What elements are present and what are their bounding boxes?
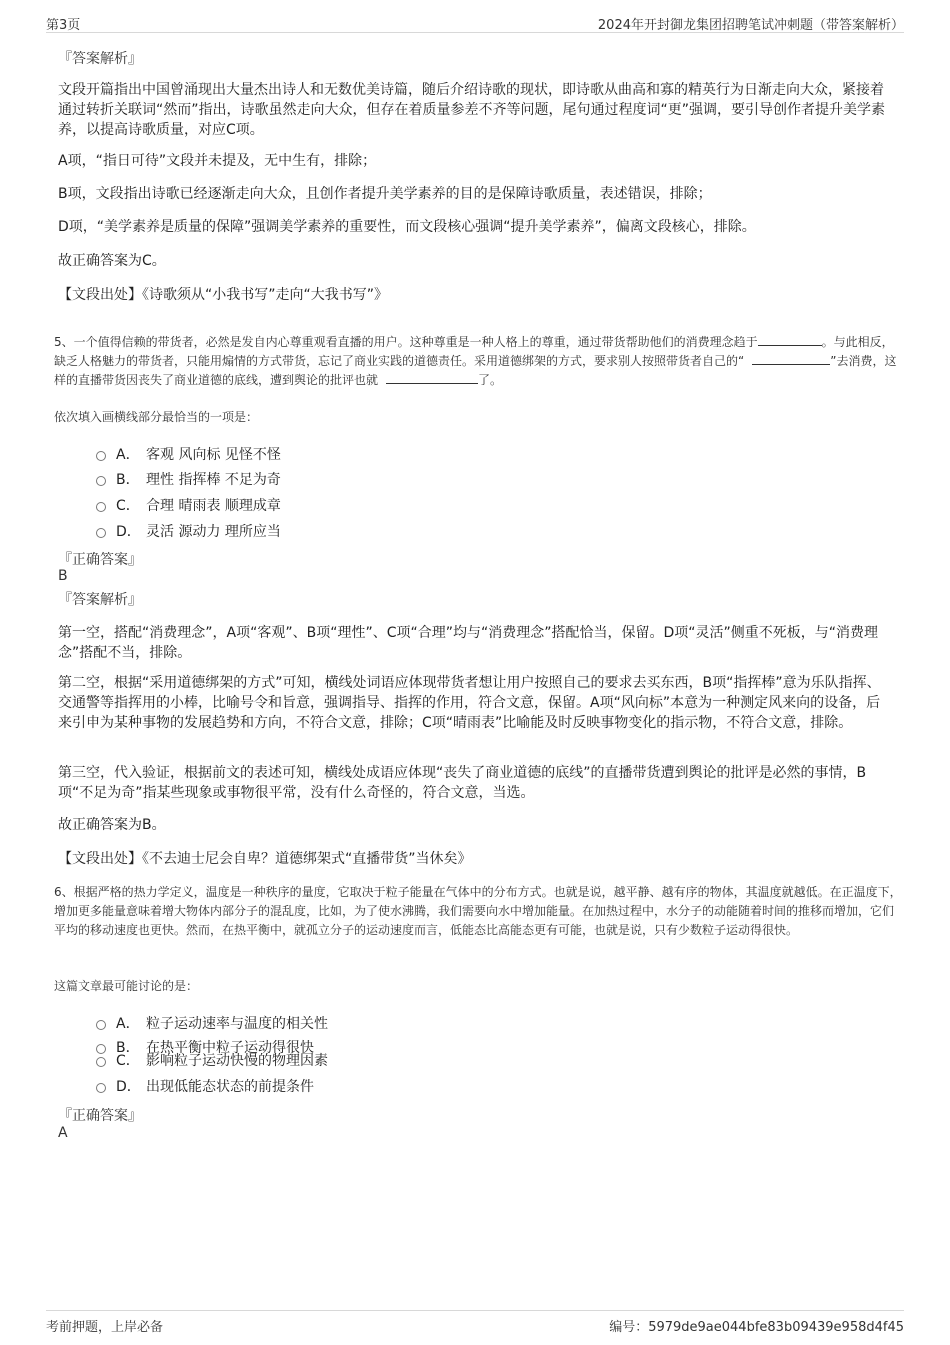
q4-analysis-option-a: A项，“指日可待”文段并未提及，无中生有，排除； xyxy=(58,153,377,169)
q6-option-d[interactable]: D． 出现低能态状态的前提条件 xyxy=(96,1076,314,1096)
q6-prompt: 这篇文章最可能讨论的是： xyxy=(54,979,199,993)
q6-option-a[interactable]: A． 粒子运动速率与温度的相关性 xyxy=(96,1013,328,1033)
q4-source: 【文段出处】《诗歌须从“小我书写”走向“大我书写”》 xyxy=(58,287,389,303)
q5-blank-1 xyxy=(758,333,822,346)
q5-analysis-label: 『答案解析』 xyxy=(58,592,142,608)
radio-icon[interactable] xyxy=(96,1020,106,1030)
q5-blank-2 xyxy=(752,352,830,365)
q5-option-b[interactable]: B． 理性 指挥棒 不足为奇 xyxy=(96,469,281,489)
q4-analysis-label: 『答案解析』 xyxy=(58,51,142,67)
radio-icon[interactable] xyxy=(96,451,106,461)
document-title: 2024年开封御龙集团招聘笔试冲刺题（带答案解析） xyxy=(597,18,904,33)
q6-answer: A xyxy=(58,1125,68,1141)
q5-stem-part4: 了。 xyxy=(478,373,503,387)
q5-analysis-para1: 第一空，搭配“消费理念”，A项“客观”、B项“理性”、C项“合理”均与“消费理念”搭配恰当，保留。D项“灵活”侧重不死板，与“消费理念”搭配不当，排除。 xyxy=(58,625,879,661)
q5-source: 【文段出处】《不去迪士尼会自卑？道德绑架式“直播带货”当休矣》 xyxy=(58,851,472,867)
q5-stem xyxy=(54,333,904,390)
q5-analysis-para2: 第二空，根据“采用道德绑架的方式”可知，横线处词语应体现带货者想让用户按照自己的要求去买东西，B项“指挥棒”意为乐队指挥、交通警等指挥用的小棒，比喻号令和旨意，强调指导、指挥的作用，符合文意，保留。A项“风向标”本意为一种测定风来向的设备，后来引申为某种事物的发展趋势和方向，不符合文意，排除；C项“晴雨表”比喻能及时反映事物变化的指示物，不符合文意，排除。 xyxy=(58,675,881,731)
q4-conclusion: 故正确答案为C。 xyxy=(58,253,166,269)
page-header xyxy=(46,10,904,33)
q4-analysis-paragraph: 文段开篇指出中国曾涌现出大量杰出诗人和无数优美诗篇，随后介绍诗歌的现状，即诗歌从曲高和寡的精英行为日渐走向大众，紧接着通过转折关联词“然而”指出，诗歌虽然走向大众，但存在着质量参差不齐等问题，尾句通过程度词“更”强调，要引导创作者提升美学素养，以提高诗歌质量，对应C项。 xyxy=(58,82,886,138)
q5-conclusion: 故正确答案为B。 xyxy=(58,817,166,833)
page-number: 第3页 xyxy=(46,18,81,33)
q4-analysis-option-d: D项，“美学素养是质量的保障”强调美学素养的重要性，而文段核心强调“提升美学素养”，偏离文段核心，排除。 xyxy=(58,219,756,235)
radio-icon[interactable] xyxy=(96,1057,106,1067)
radio-icon[interactable] xyxy=(96,528,106,538)
radio-icon[interactable] xyxy=(96,1083,106,1093)
page-footer xyxy=(46,1310,904,1339)
q5-answer: B xyxy=(58,568,68,584)
q5-stem-part2: 。与此相反，缺乏人格魅力的带货者，只能用煽情的方式带货，忘记了商业实践的道德责任。采用道德绑架的方式，要求别人按照带货者自己的“ xyxy=(54,335,894,368)
q6-option-b[interactable]: B． 在热平衡中粒子运动得很快 xyxy=(96,1037,314,1057)
radio-icon[interactable] xyxy=(96,476,106,486)
q5-stem-part3: ”去消费，这样的直播带货因丧失了商业道德的底线，遭到舆论的批评也就 xyxy=(54,354,897,387)
q4-analysis-option-b: B项，文段指出诗歌已经逐渐走向大众，且创作者提升美学素养的目的是保障诗歌质量，表述错误，排除； xyxy=(58,186,712,202)
q5-analysis-para3: 第三空，代入验证，根据前文的表述可知，横线处成语应体现“丧失了商业道德的底线”的直播带货遭到舆论的批评是必然的事情，B项“不足为奇”指某些现象或事物很平常，没有什么奇怪的，符合文意，当选。 xyxy=(58,765,867,801)
q5-option-c[interactable]: C． 合理 晴雨表 顺理成章 xyxy=(96,495,281,515)
q6-stem: 6、根据严格的热力学定义，温度是一种秩序的量度，它取决于粒子能量在气体中的分布方式。也就是说，越平静、越有序的物体，其温度就越低。在正温度下，增加更多能量意味着增大物体内部分子的混乱度，比如，为了使水沸腾，我们需要向水中增加能量。在加热过程中，水分子的动能随着时间的推移而增加，它们平均的移动速度也更快。然而，在热平衡中，就孤立分子的运动速度而言，低能态比高能态更有可能，也就是说，只有少数粒子运动得很快。 xyxy=(54,885,902,937)
q6-correct-label: 『正确答案』 xyxy=(58,1108,142,1124)
radio-icon[interactable] xyxy=(96,502,106,512)
footer-slogan: 考前押题，上岸必备 xyxy=(46,1320,164,1335)
q6-option-c[interactable]: C． 影响粒子运动快慢的物理因素 xyxy=(96,1050,328,1070)
q5-option-a[interactable]: A． 客观 风向标 见怪不怪 xyxy=(96,444,281,464)
document-id: 编号：5979de9ae044bfe83b09439e958d4f45 xyxy=(609,1320,904,1335)
q5-stem-part1: 5、一个值得信赖的带货者，必然是发自内心尊重观看直播的用户。这种尊重是一种人格上的尊重，通过带货帮助他们的消费理念趋于 xyxy=(54,335,758,349)
q5-prompt: 依次填入画横线部分最恰当的一项是： xyxy=(54,410,259,424)
q5-blank-3 xyxy=(386,371,478,384)
q5-correct-label: 『正确答案』 xyxy=(58,552,142,568)
q5-option-d[interactable]: D． 灵活 源动力 理所应当 xyxy=(96,521,281,541)
